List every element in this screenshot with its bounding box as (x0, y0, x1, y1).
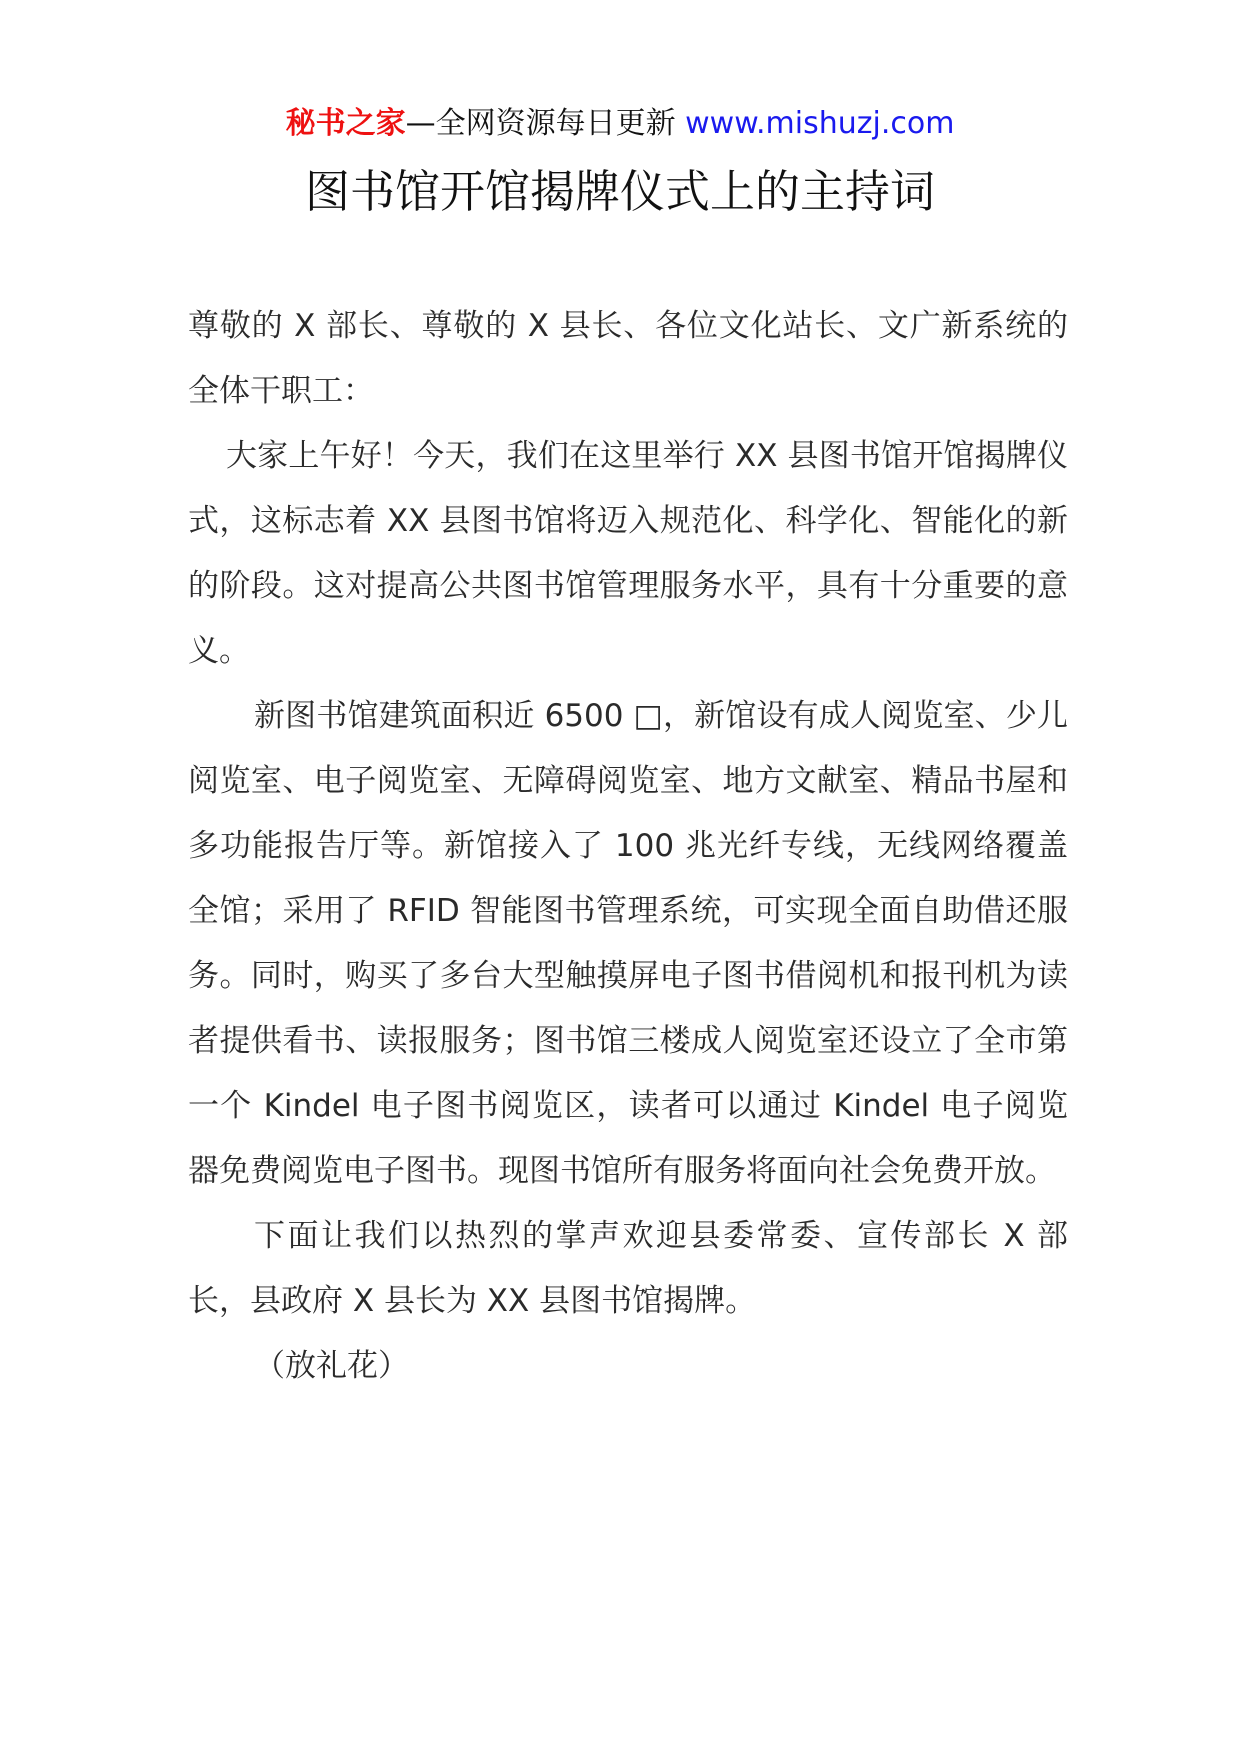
header-slogan: —全网资源每日更新 (405, 106, 676, 141)
site-url-link[interactable]: www.mishuzj.com (685, 106, 955, 141)
body-paragraph: 新图书馆建筑面积近 6500 □，新馆设有成人阅览室、少儿阅览室、电子阅览室、无障碍阅览室、地方文献室、精品书屋和多功能报告厅等。新馆接入了 100 兆光纤专线，无线网络覆盖全馆；采用了 RFID 智能图书管理系统，可实现全面自助借还服务。同时，购买了多台大型触摸屏电子图书借阅机和报刊机为读者提供看书、读报服务；图书馆三楼成人阅览室还设立了全市第一个 Kindel 电子图书阅览区，读者可以通过 Kindel 电子阅览器免费阅览电子图书。现图书馆所有服务将面向社会免费开放。 (188, 698, 1068, 1189)
stage-direction: （放礼花） (254, 1348, 409, 1384)
salutation-paragraph: 尊敬的 X 部长、尊敬的 X 县长、各位文化站长、文广新系统的全体干职工： (188, 308, 1068, 409)
brand-name: 秘书之家 (285, 106, 406, 141)
body-paragraph: 大家上午好！今天，我们在这里举行 XX 县图书馆开馆揭牌仪式，这标志着 XX 县图书馆将迈入规范化、科学化、智能化的新的阶段。这对提高公共图书馆管理服务水平，具有十分重要的意义。 (188, 438, 1068, 669)
body-paragraph: 下面让我们以热烈的掌声欢迎县委常委、宣传部长 X 部长，县政府 X 县长为 XX 县图书馆揭牌。 (188, 1218, 1068, 1319)
document-body (188, 294, 1068, 1399)
site-header (0, 102, 1240, 146)
page-title: 图书馆开馆揭牌仪式上的主持词 (304, 165, 935, 218)
